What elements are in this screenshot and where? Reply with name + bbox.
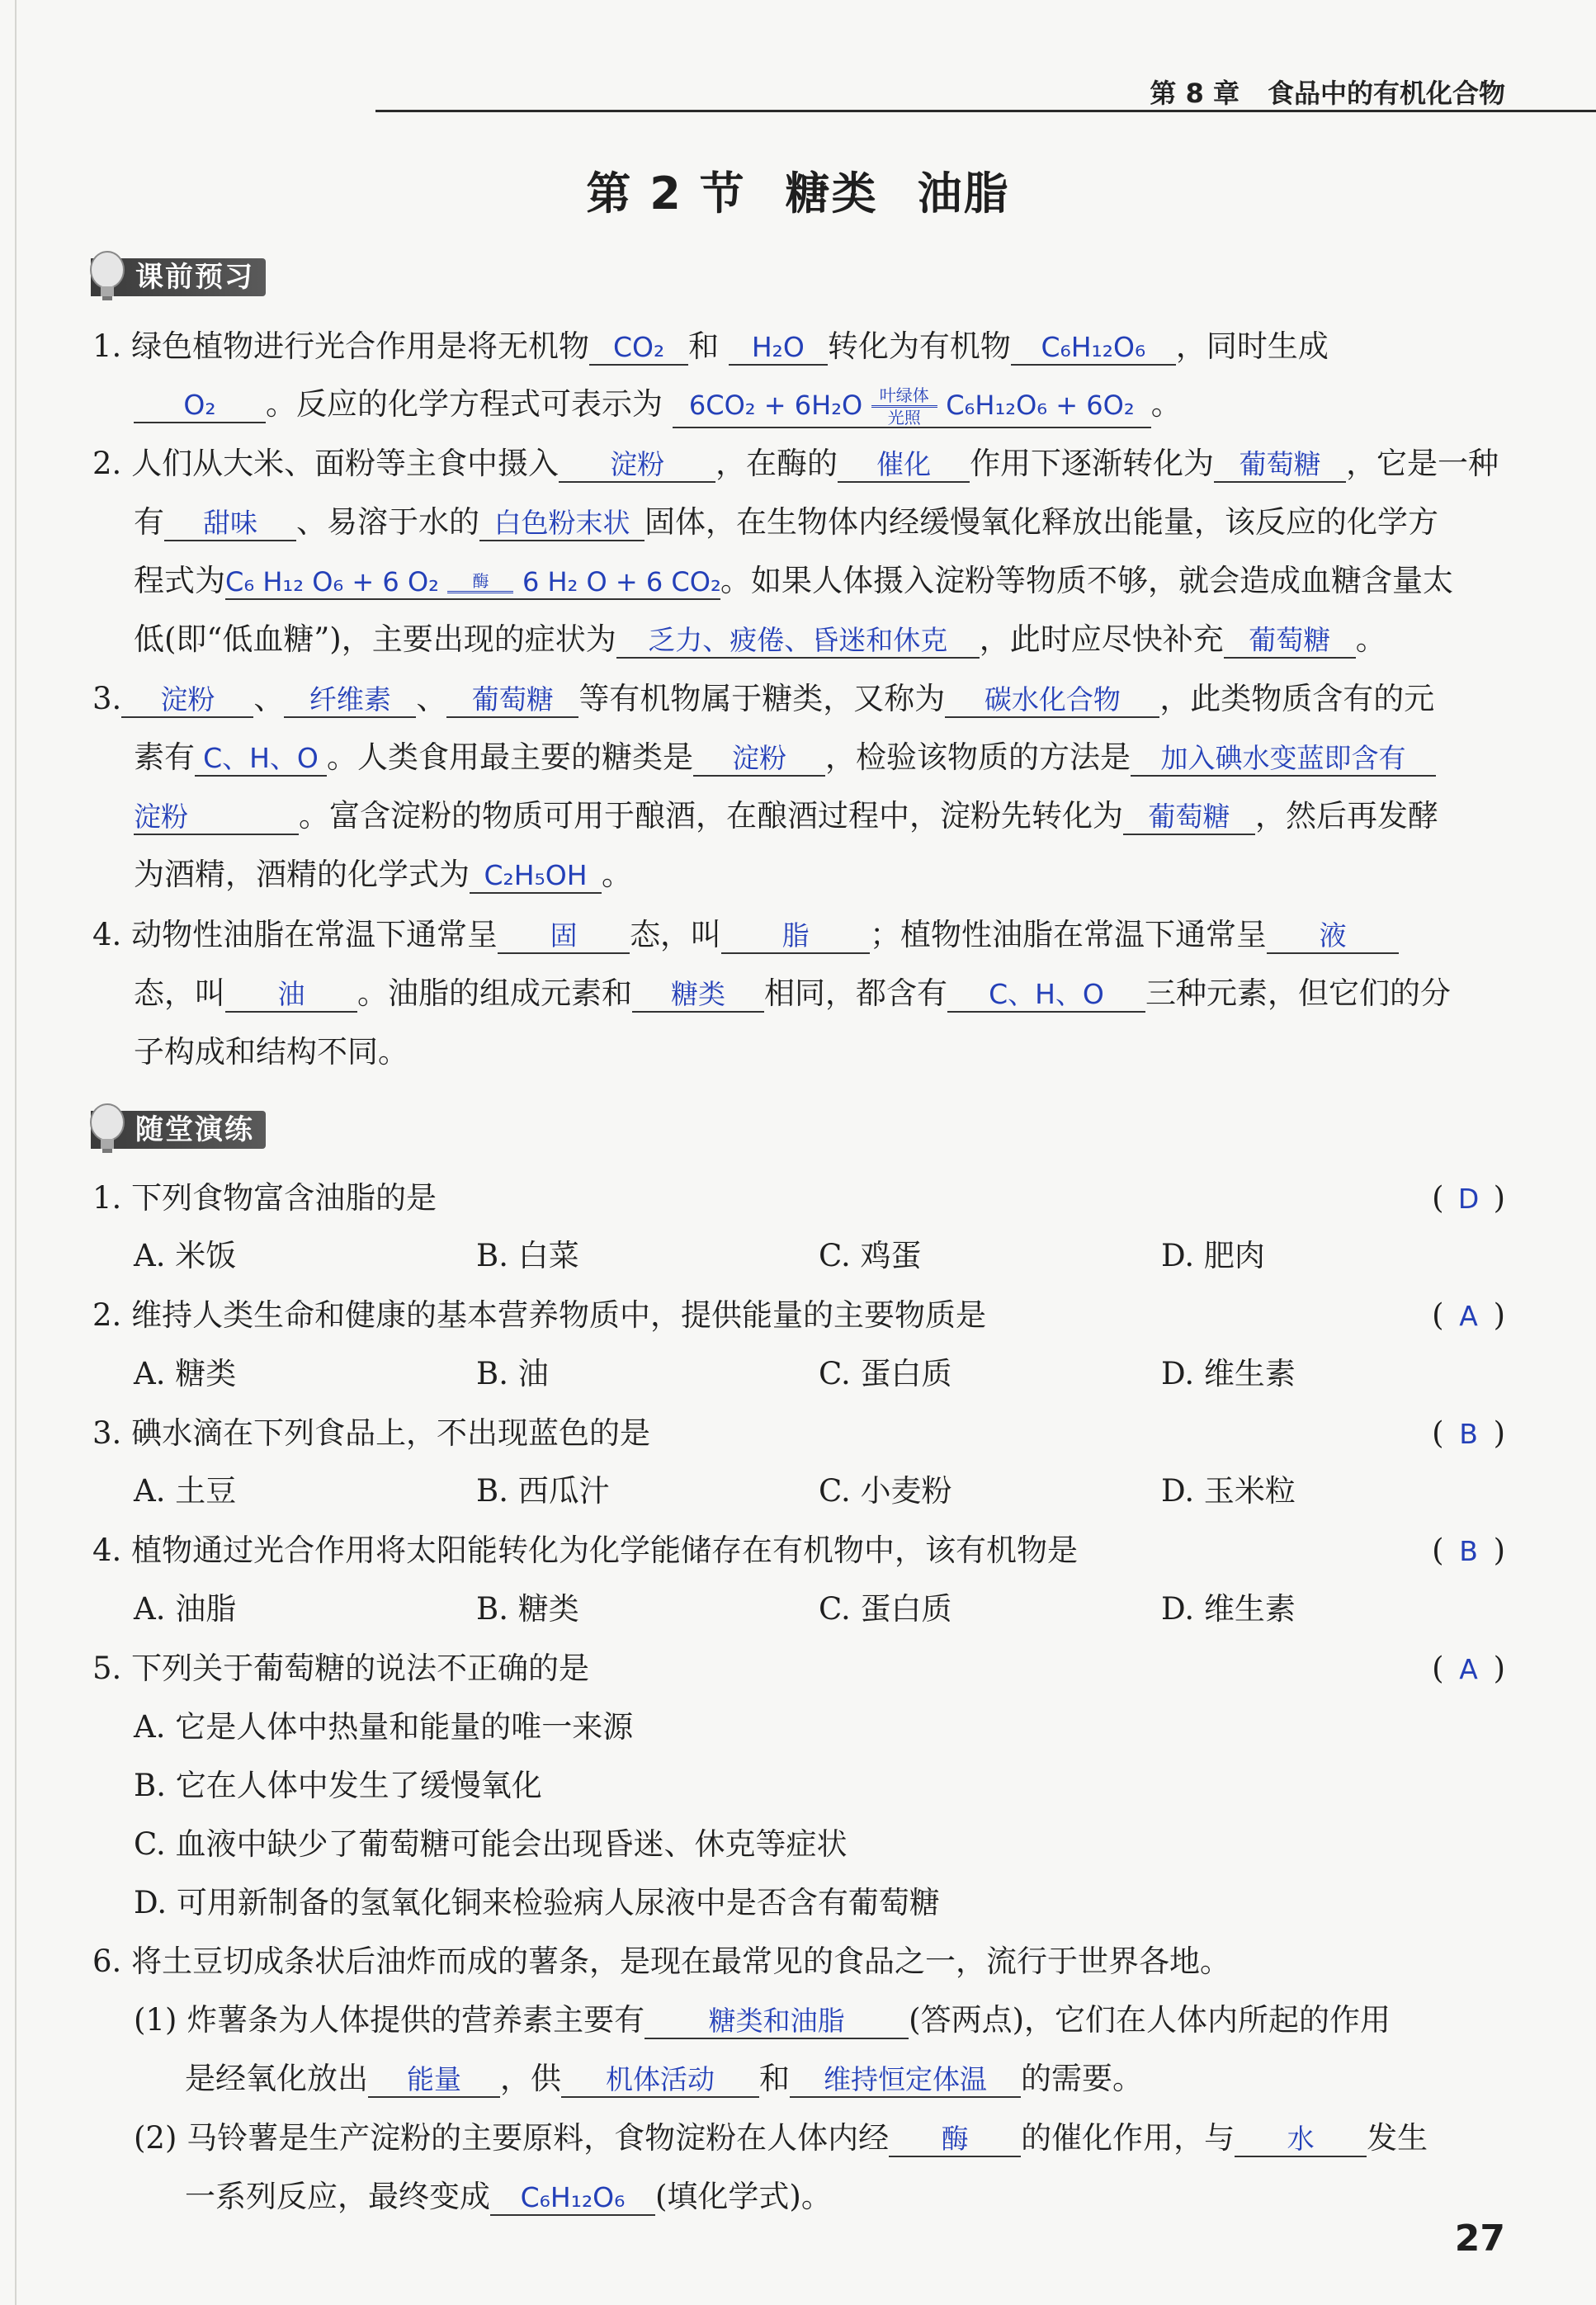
answer-blank[interactable]: 淀粉 (121, 683, 253, 718)
answer-blank[interactable]: C₆H₁₂O₆ (1011, 331, 1176, 366)
answer-blank[interactable]: 水 (1235, 2123, 1367, 2157)
option[interactable]: C. 蛋白质 (819, 1591, 952, 1627)
practice-q6-part2-line2: 一系列反应，最终变成 C₆H₁₂O₆ (填化学式)。 (185, 2179, 832, 2214)
option[interactable]: A. 土豆 (134, 1473, 237, 1509)
option[interactable]: B. 油 (476, 1356, 549, 1391)
answer-blank[interactable]: 葡萄糖 (1224, 624, 1356, 659)
option[interactable]: A. 糖类 (134, 1356, 237, 1391)
option[interactable]: D. 维生素 (1161, 1591, 1296, 1627)
preview-q4-line1: 4. 动物性油脂在常温下通常呈 固 态，叫 脂 ；植物性油脂在常温下通常呈 液 (92, 915, 1504, 955)
choice-answer[interactable]: B (1459, 1418, 1478, 1450)
option[interactable]: C. 蛋白质 (819, 1356, 952, 1391)
section-number: 第 2 节 (586, 168, 746, 220)
running-header (1150, 73, 1505, 111)
practice-q3: 3. 碘水滴在下列食品上，不出现蓝色的是 (92, 1415, 651, 1451)
answer-blank[interactable]: 纤维素 (284, 683, 416, 718)
option[interactable]: D. 维生素 (1161, 1356, 1296, 1391)
section-title: 随堂演练 (135, 1113, 254, 1146)
answer-blank[interactable]: CO₂ (589, 331, 688, 366)
section-label-preview (91, 258, 266, 296)
practice-q6-part1-line2: 是经氧化放出 能量 ，供 机体活动 和 维持恒定体温 的需要。 (185, 2061, 1143, 2096)
option[interactable]: B. 糖类 (476, 1591, 579, 1627)
option[interactable]: B. 西瓜汁 (476, 1473, 610, 1509)
reaction-condition: 叶绿体 光照 (871, 386, 937, 427)
answer-blank[interactable]: 甜味 (164, 507, 296, 541)
answer-blank[interactable]: 糖类 (632, 978, 764, 1013)
answer-blank[interactable]: 维持恒定体温 (790, 2063, 1021, 2098)
preview-q2-line2: 有 甜味 、易溶于水的 白色粉末状 固体，在生物体内经缓慢氧化释放出能量，该反应的化学方 (134, 504, 1438, 540)
option[interactable]: A. 油脂 (134, 1591, 237, 1627)
answer-blank[interactable]: 酶 (889, 2123, 1021, 2157)
preview-q2-line3: 程式为C₆ H₁₂ O₆ + 6 O₂ 酶 6 H₂ O + 6 CO₂。如果人体摄入淀粉等物质不够，就会造成血糖含量太 (134, 563, 1453, 598)
reaction-condition: 酶 (447, 572, 513, 594)
page-edge (15, 0, 17, 2305)
option[interactable]: B. 白菜 (476, 1238, 579, 1273)
answer-blank[interactable]: 催化 (838, 448, 970, 483)
practice-q5: 5. 下列关于葡萄糖的说法不正确的是 (92, 1651, 590, 1686)
answer-blank[interactable]: O₂ (134, 389, 266, 423)
page-number: 27 (1454, 2218, 1505, 2260)
practice-q1: 1. 下列食物富含油脂的是 (92, 1180, 437, 1216)
option[interactable]: A. 米饭 (134, 1238, 237, 1273)
title-part-2: 油脂 (917, 168, 1010, 220)
option[interactable]: A. 它是人体中热量和能量的唯一来源 (134, 1709, 634, 1745)
preview-q1-line2: O₂ 。反应的化学方程式可表示为 6CO₂ + 6H₂O 叶绿体 光照 C₆H₁₂O₆ + 6O₂ 。 (134, 385, 1545, 428)
answer-blank[interactable]: 脂 (721, 919, 870, 954)
answer-blank[interactable]: 乏力、疲倦、昏迷和休克 (616, 624, 980, 659)
equation-blank[interactable]: C₆ H₁₂ O₆ + 6 O₂ 酶 6 H₂ O + 6 CO₂ (225, 565, 720, 600)
title-part-1: 糖类 (785, 168, 878, 220)
option[interactable]: B. 它在人体中发生了缓慢氧化 (134, 1768, 542, 1803)
answer-blank[interactable]: C、H、O (195, 742, 327, 777)
answer-blank[interactable]: 淀粉 (693, 742, 825, 777)
choice-answer[interactable]: B (1459, 1535, 1478, 1567)
answer-blank[interactable]: 加入碘水变蓝即含有 (1131, 742, 1436, 777)
chapter-number: 第 8 章 (1150, 78, 1239, 109)
option[interactable]: C. 小麦粉 (819, 1473, 952, 1509)
answer-blank[interactable]: 葡萄糖 (1214, 448, 1346, 483)
practice-q6-stem: 6. 将土豆切成条状后油炸而成的薯条，是现在最常见的食品之一，流行于世界各地。 (92, 1944, 1231, 1979)
answer-blank[interactable]: 淀粉 (134, 801, 299, 835)
answer-blank[interactable]: 淀粉 (559, 448, 715, 483)
answer-blank[interactable]: 油 (225, 978, 357, 1013)
answer-blank[interactable]: C、H、O (947, 978, 1145, 1013)
answer-blank[interactable]: 液 (1267, 919, 1399, 954)
answer-blank[interactable]: 葡萄糖 (446, 683, 578, 718)
option[interactable]: D. 可用新制备的氢氧化铜来检验病人尿液中是否含有葡萄糖 (134, 1885, 940, 1920)
section-label-practice (91, 1111, 266, 1149)
answer-blank[interactable]: 固 (498, 919, 630, 954)
answer-paren: ( A ) (1432, 1296, 1505, 1336)
option[interactable]: D. 玉米粒 (1161, 1473, 1296, 1509)
preview-q3-line3: 淀粉 。富含淀粉的物质可用于酿酒，在酿酒过程中，淀粉先转化为 葡萄糖 ，然后再发酵 (134, 798, 1438, 834)
answer-blank[interactable]: C₂H₅OH (470, 859, 602, 894)
answer-paren: ( D ) (1432, 1178, 1505, 1219)
preview-q3-line2: 素有 C、H、O 。人类食用最主要的糖类是 淀粉 ，检验该物质的方法是 加入碘水变蓝即含有 (134, 738, 1545, 777)
answer-blank[interactable]: C₆H₁₂O₆ (490, 2181, 655, 2216)
answer-paren: ( B ) (1432, 1414, 1505, 1454)
preview-q4-line3: 子构成和结构不同。 (134, 1034, 408, 1070)
chapter-title: 食品中的有机化合物 (1267, 78, 1505, 109)
answer-paren: ( B ) (1432, 1531, 1505, 1571)
answer-blank[interactable]: 碳水化合物 (945, 683, 1159, 718)
answer-paren: ( A ) (1432, 1649, 1505, 1689)
page-title (0, 158, 1596, 222)
answer-blank[interactable]: 白色粉末状 (479, 507, 645, 541)
preview-q3-line4: 为酒精，酒精的化学式为 C₂H₅OH 。 (134, 857, 632, 892)
preview-q1-line1: 1. 绿色植物进行光合作用是将无机物 CO₂ 和 H₂O 转化为有机物 C₆H₁₂O₆ ，同时生成 (92, 328, 1329, 364)
answer-blank[interactable]: 糖类和油脂 (645, 2005, 909, 2039)
section-title: 课前预习 (135, 261, 254, 294)
lightbulb-icon (86, 250, 129, 303)
answer-blank[interactable]: H₂O (729, 331, 828, 366)
equation-blank[interactable]: 6CO₂ + 6H₂O 叶绿体 光照 C₆H₁₂O₆ + 6O₂ (673, 386, 1151, 428)
choice-answer[interactable]: D (1457, 1183, 1480, 1215)
preview-q3-line1: 3. 淀粉 、 纤维素 、 葡萄糖 等有机物属于糖类，又称为 碳水化合物 ，此类物质含有的元 (92, 681, 1435, 716)
option[interactable]: C. 鸡蛋 (819, 1238, 922, 1273)
choice-answer[interactable]: A (1459, 1300, 1478, 1332)
practice-q6-part1-line1: (1) 炸薯条为人体提供的营养素主要有 糖类和油脂 (答两点)，它们在人体内所起的作用 (134, 2002, 1391, 2038)
practice-q4: 4. 植物通过光合作用将太阳能转化为化学能储存在有机物中，该有机物是 (92, 1533, 1079, 1568)
lightbulb-icon (86, 1103, 129, 1155)
preview-q4-line2: 态，叫 油 。油脂的组成元素和 糖类 相同，都含有 C、H、O 三种元素，但它们的分 (134, 975, 1451, 1011)
answer-blank[interactable]: 能量 (368, 2063, 500, 2098)
preview-q2-line4: 低(即“低血糖”)，主要出现的症状为 乏力、疲倦、昏迷和休克 ，此时应尽快补充 葡萄糖 。 (134, 621, 1386, 657)
option[interactable]: C. 血液中缺少了葡萄糖可能会出现昏迷、休克等症状 (134, 1826, 848, 1862)
header-rule (375, 110, 1596, 112)
practice-q2: 2. 维持人类生命和健康的基本营养物质中，提供能量的主要物质是 (92, 1297, 987, 1333)
answer-blank[interactable]: 葡萄糖 (1123, 801, 1255, 835)
choice-answer[interactable]: A (1459, 1653, 1478, 1685)
preview-q2-line1: 2. 人们从大米、面粉等主食中摄入 淀粉 ，在酶的 催化 作用下逐渐转化为 葡萄糖 ，它是一种 (92, 446, 1499, 481)
option[interactable]: D. 肥肉 (1161, 1238, 1265, 1273)
answer-blank[interactable]: 机体活动 (561, 2063, 759, 2098)
practice-q6-part2-line1: (2) 马铃薯是生产淀粉的主要原料，食物淀粉在人体内经 酶 的催化作用，与 水 发生 (134, 2120, 1428, 2156)
